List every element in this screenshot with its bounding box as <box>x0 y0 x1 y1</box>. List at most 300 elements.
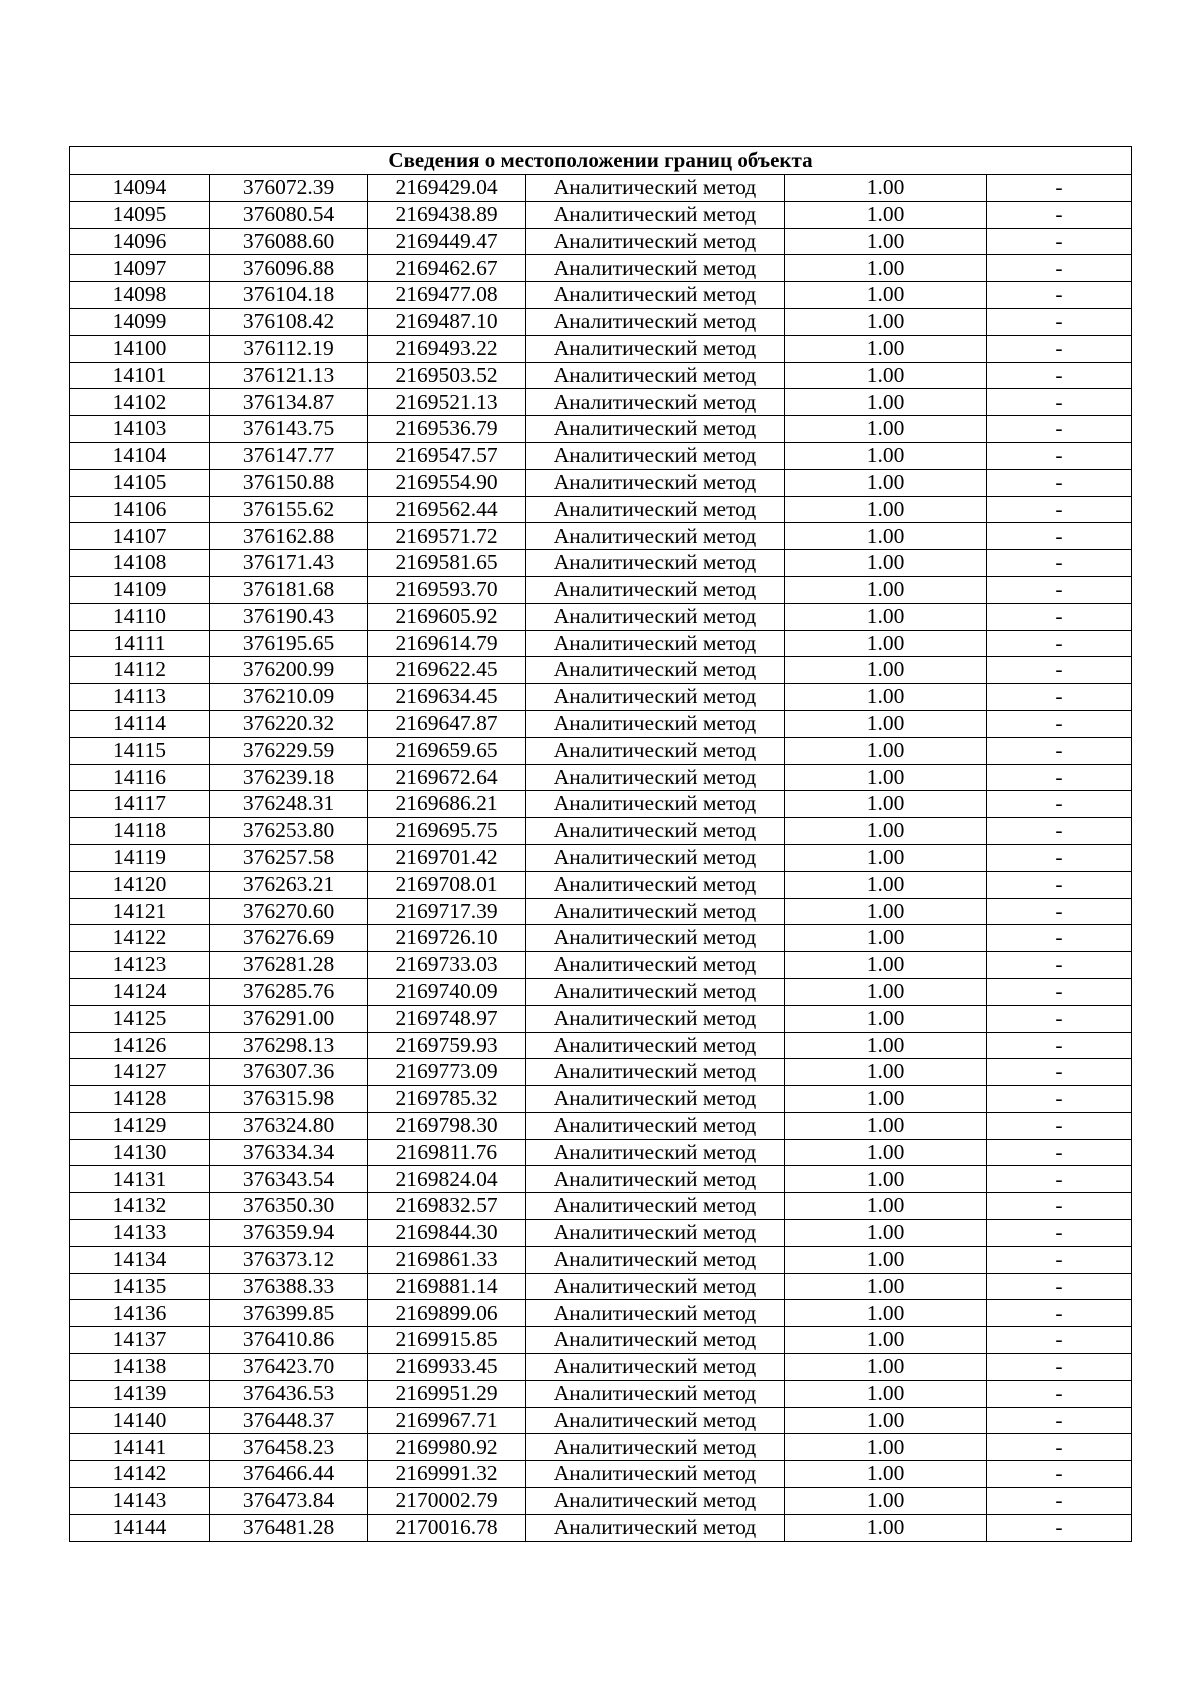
x-coordinate-cell: 376150.88 <box>210 469 368 496</box>
y-coordinate-cell: 2169503.52 <box>368 362 526 389</box>
accuracy-cell: 1.00 <box>785 175 987 202</box>
table-row <box>70 657 1132 684</box>
table-row <box>70 1246 1132 1273</box>
x-coordinate-cell: 376270.60 <box>210 898 368 925</box>
y-coordinate-cell: 2169733.03 <box>368 952 526 979</box>
point-number-cell: 14121 <box>70 898 210 925</box>
y-coordinate-cell: 2169547.57 <box>368 442 526 469</box>
method-cell: Аналитический метод <box>526 1220 785 1247</box>
point-number-cell: 14117 <box>70 791 210 818</box>
x-coordinate-cell: 376088.60 <box>210 228 368 255</box>
method-cell: Аналитический метод <box>526 684 785 711</box>
point-number-cell: 14144 <box>70 1514 210 1541</box>
y-coordinate-cell: 2169881.14 <box>368 1273 526 1300</box>
method-cell: Аналитический метод <box>526 201 785 228</box>
accuracy-cell: 1.00 <box>785 1220 987 1247</box>
method-cell: Аналитический метод <box>526 1246 785 1273</box>
point-number-cell: 14126 <box>70 1032 210 1059</box>
description-cell: - <box>987 389 1132 416</box>
accuracy-cell: 1.00 <box>785 1139 987 1166</box>
table-row <box>70 1354 1132 1381</box>
point-number-cell: 14099 <box>70 308 210 335</box>
accuracy-cell: 1.00 <box>785 603 987 630</box>
point-number-cell: 14108 <box>70 550 210 577</box>
x-coordinate-cell: 376263.21 <box>210 871 368 898</box>
method-cell: Аналитический метод <box>526 1514 785 1541</box>
x-coordinate-cell: 376229.59 <box>210 737 368 764</box>
point-number-cell: 14118 <box>70 818 210 845</box>
y-coordinate-cell: 2169861.33 <box>368 1246 526 1273</box>
description-cell: - <box>987 550 1132 577</box>
description-cell: - <box>987 1246 1132 1273</box>
description-cell: - <box>987 416 1132 443</box>
point-number-cell: 14141 <box>70 1434 210 1461</box>
method-cell: Аналитический метод <box>526 282 785 309</box>
accuracy-cell: 1.00 <box>785 362 987 389</box>
y-coordinate-cell: 2170016.78 <box>368 1514 526 1541</box>
point-number-cell: 14130 <box>70 1139 210 1166</box>
method-cell: Аналитический метод <box>526 1139 785 1166</box>
method-cell: Аналитический метод <box>526 175 785 202</box>
y-coordinate-cell: 2169915.85 <box>368 1327 526 1354</box>
description-cell: - <box>987 952 1132 979</box>
point-number-cell: 14112 <box>70 657 210 684</box>
description-cell: - <box>987 710 1132 737</box>
x-coordinate-cell: 376096.88 <box>210 255 368 282</box>
point-number-cell: 14106 <box>70 496 210 523</box>
x-coordinate-cell: 376281.28 <box>210 952 368 979</box>
table-row <box>70 603 1132 630</box>
accuracy-cell: 1.00 <box>785 1059 987 1086</box>
description-cell: - <box>987 684 1132 711</box>
x-coordinate-cell: 376481.28 <box>210 1514 368 1541</box>
x-coordinate-cell: 376350.30 <box>210 1193 368 1220</box>
y-coordinate-cell: 2169708.01 <box>368 871 526 898</box>
method-cell: Аналитический метод <box>526 898 785 925</box>
accuracy-cell: 1.00 <box>785 1032 987 1059</box>
description-cell: - <box>987 1488 1132 1515</box>
method-cell: Аналитический метод <box>526 925 785 952</box>
table-row <box>70 1139 1132 1166</box>
description-cell: - <box>987 362 1132 389</box>
point-number-cell: 14133 <box>70 1220 210 1247</box>
y-coordinate-cell: 2169521.13 <box>368 389 526 416</box>
description-cell: - <box>987 1139 1132 1166</box>
method-cell: Аналитический метод <box>526 952 785 979</box>
accuracy-cell: 1.00 <box>785 657 987 684</box>
y-coordinate-cell: 2169593.70 <box>368 576 526 603</box>
table-row <box>70 1407 1132 1434</box>
description-cell: - <box>987 1354 1132 1381</box>
table-row <box>70 1059 1132 1086</box>
accuracy-cell: 1.00 <box>785 818 987 845</box>
point-number-cell: 14115 <box>70 737 210 764</box>
method-cell: Аналитический метод <box>526 1005 785 1032</box>
description-cell: - <box>987 469 1132 496</box>
table-row <box>70 898 1132 925</box>
description-cell: - <box>987 1112 1132 1139</box>
table-row <box>70 710 1132 737</box>
y-coordinate-cell: 2169798.30 <box>368 1112 526 1139</box>
x-coordinate-cell: 376200.99 <box>210 657 368 684</box>
method-cell: Аналитический метод <box>526 1059 785 1086</box>
point-number-cell: 14119 <box>70 844 210 871</box>
y-coordinate-cell: 2169493.22 <box>368 335 526 362</box>
method-cell: Аналитический метод <box>526 603 785 630</box>
table-row <box>70 1086 1132 1113</box>
x-coordinate-cell: 376112.19 <box>210 335 368 362</box>
point-number-cell: 14140 <box>70 1407 210 1434</box>
table-row <box>70 282 1132 309</box>
y-coordinate-cell: 2169634.45 <box>368 684 526 711</box>
table-row <box>70 791 1132 818</box>
method-cell: Аналитический метод <box>526 818 785 845</box>
method-cell: Аналитический метод <box>526 389 785 416</box>
method-cell: Аналитический метод <box>526 1086 785 1113</box>
y-coordinate-cell: 2169605.92 <box>368 603 526 630</box>
accuracy-cell: 1.00 <box>785 1327 987 1354</box>
y-coordinate-cell: 2169695.75 <box>368 818 526 845</box>
x-coordinate-cell: 376190.43 <box>210 603 368 630</box>
point-number-cell: 14105 <box>70 469 210 496</box>
accuracy-cell: 1.00 <box>785 844 987 871</box>
point-number-cell: 14096 <box>70 228 210 255</box>
y-coordinate-cell: 2170002.79 <box>368 1488 526 1515</box>
method-cell: Аналитический метод <box>526 228 785 255</box>
table-row <box>70 308 1132 335</box>
accuracy-cell: 1.00 <box>785 1193 987 1220</box>
table-row <box>70 1434 1132 1461</box>
x-coordinate-cell: 376220.32 <box>210 710 368 737</box>
description-cell: - <box>987 523 1132 550</box>
table-title-row <box>70 147 1132 175</box>
method-cell: Аналитический метод <box>526 978 785 1005</box>
point-number-cell: 14134 <box>70 1246 210 1273</box>
point-number-cell: 14138 <box>70 1354 210 1381</box>
accuracy-cell: 1.00 <box>785 201 987 228</box>
y-coordinate-cell: 2169773.09 <box>368 1059 526 1086</box>
method-cell: Аналитический метод <box>526 844 785 871</box>
table-row <box>70 1032 1132 1059</box>
accuracy-cell: 1.00 <box>785 1354 987 1381</box>
accuracy-cell: 1.00 <box>785 978 987 1005</box>
x-coordinate-cell: 376104.18 <box>210 282 368 309</box>
description-cell: - <box>987 335 1132 362</box>
table-row <box>70 630 1132 657</box>
description-cell: - <box>987 282 1132 309</box>
method-cell: Аналитический метод <box>526 469 785 496</box>
accuracy-cell: 1.00 <box>785 523 987 550</box>
table-row <box>70 362 1132 389</box>
x-coordinate-cell: 376324.80 <box>210 1112 368 1139</box>
accuracy-cell: 1.00 <box>785 442 987 469</box>
y-coordinate-cell: 2169991.32 <box>368 1461 526 1488</box>
table-row <box>70 1300 1132 1327</box>
description-cell: - <box>987 791 1132 818</box>
table-row <box>70 1514 1132 1541</box>
description-cell: - <box>987 175 1132 202</box>
y-coordinate-cell: 2169562.44 <box>368 496 526 523</box>
method-cell: Аналитический метод <box>526 1112 785 1139</box>
accuracy-cell: 1.00 <box>785 308 987 335</box>
method-cell: Аналитический метод <box>526 1354 785 1381</box>
table-row <box>70 925 1132 952</box>
table-row <box>70 952 1132 979</box>
point-number-cell: 14095 <box>70 201 210 228</box>
y-coordinate-cell: 2169622.45 <box>368 657 526 684</box>
accuracy-cell: 1.00 <box>785 684 987 711</box>
accuracy-cell: 1.00 <box>785 1166 987 1193</box>
x-coordinate-cell: 376121.13 <box>210 362 368 389</box>
method-cell: Аналитический метод <box>526 630 785 657</box>
table-row <box>70 496 1132 523</box>
method-cell: Аналитический метод <box>526 710 785 737</box>
point-number-cell: 14122 <box>70 925 210 952</box>
table-row <box>70 175 1132 202</box>
y-coordinate-cell: 2169647.87 <box>368 710 526 737</box>
x-coordinate-cell: 376436.53 <box>210 1380 368 1407</box>
x-coordinate-cell: 376143.75 <box>210 416 368 443</box>
description-cell: - <box>987 1273 1132 1300</box>
table-row <box>70 523 1132 550</box>
table-row <box>70 1220 1132 1247</box>
x-coordinate-cell: 376080.54 <box>210 201 368 228</box>
description-cell: - <box>987 657 1132 684</box>
point-number-cell: 14132 <box>70 1193 210 1220</box>
accuracy-cell: 1.00 <box>785 630 987 657</box>
method-cell: Аналитический метод <box>526 416 785 443</box>
x-coordinate-cell: 376239.18 <box>210 764 368 791</box>
x-coordinate-cell: 376399.85 <box>210 1300 368 1327</box>
description-cell: - <box>987 978 1132 1005</box>
method-cell: Аналитический метод <box>526 255 785 282</box>
table-row <box>70 871 1132 898</box>
table-row <box>70 255 1132 282</box>
point-number-cell: 14128 <box>70 1086 210 1113</box>
y-coordinate-cell: 2169824.04 <box>368 1166 526 1193</box>
description-cell: - <box>987 496 1132 523</box>
accuracy-cell: 1.00 <box>785 255 987 282</box>
accuracy-cell: 1.00 <box>785 1300 987 1327</box>
x-coordinate-cell: 376359.94 <box>210 1220 368 1247</box>
accuracy-cell: 1.00 <box>785 1273 987 1300</box>
accuracy-cell: 1.00 <box>785 871 987 898</box>
x-coordinate-cell: 376210.09 <box>210 684 368 711</box>
accuracy-cell: 1.00 <box>785 576 987 603</box>
boundary-coordinates-table <box>69 146 1132 1542</box>
point-number-cell: 14120 <box>70 871 210 898</box>
table-row <box>70 844 1132 871</box>
point-number-cell: 14110 <box>70 603 210 630</box>
table-body <box>70 175 1132 1542</box>
description-cell: - <box>987 818 1132 845</box>
x-coordinate-cell: 376307.36 <box>210 1059 368 1086</box>
description-cell: - <box>987 1220 1132 1247</box>
description-cell: - <box>987 1380 1132 1407</box>
accuracy-cell: 1.00 <box>785 416 987 443</box>
x-coordinate-cell: 376473.84 <box>210 1488 368 1515</box>
y-coordinate-cell: 2169933.45 <box>368 1354 526 1381</box>
description-cell: - <box>987 1005 1132 1032</box>
x-coordinate-cell: 376458.23 <box>210 1434 368 1461</box>
point-number-cell: 14113 <box>70 684 210 711</box>
y-coordinate-cell: 2169759.93 <box>368 1032 526 1059</box>
method-cell: Аналитический метод <box>526 871 785 898</box>
description-cell: - <box>987 201 1132 228</box>
accuracy-cell: 1.00 <box>785 228 987 255</box>
table-row <box>70 1273 1132 1300</box>
point-number-cell: 14097 <box>70 255 210 282</box>
y-coordinate-cell: 2169438.89 <box>368 201 526 228</box>
y-coordinate-cell: 2169449.47 <box>368 228 526 255</box>
table-row <box>70 416 1132 443</box>
accuracy-cell: 1.00 <box>785 496 987 523</box>
y-coordinate-cell: 2169686.21 <box>368 791 526 818</box>
description-cell: - <box>987 1327 1132 1354</box>
point-number-cell: 14098 <box>70 282 210 309</box>
table-row <box>70 818 1132 845</box>
x-coordinate-cell: 376388.33 <box>210 1273 368 1300</box>
accuracy-cell: 1.00 <box>785 791 987 818</box>
point-number-cell: 14139 <box>70 1380 210 1407</box>
accuracy-cell: 1.00 <box>785 1246 987 1273</box>
y-coordinate-cell: 2169672.64 <box>368 764 526 791</box>
description-cell: - <box>987 844 1132 871</box>
point-number-cell: 14102 <box>70 389 210 416</box>
table-row <box>70 228 1132 255</box>
x-coordinate-cell: 376147.77 <box>210 442 368 469</box>
method-cell: Аналитический метод <box>526 576 785 603</box>
description-cell: - <box>987 871 1132 898</box>
x-coordinate-cell: 376298.13 <box>210 1032 368 1059</box>
method-cell: Аналитический метод <box>526 1434 785 1461</box>
accuracy-cell: 1.00 <box>785 1005 987 1032</box>
table-row <box>70 1005 1132 1032</box>
table-row <box>70 335 1132 362</box>
method-cell: Аналитический метод <box>526 1300 785 1327</box>
table-row <box>70 469 1132 496</box>
description-cell: - <box>987 1434 1132 1461</box>
accuracy-cell: 1.00 <box>785 550 987 577</box>
description-cell: - <box>987 898 1132 925</box>
description-cell: - <box>987 1407 1132 1434</box>
point-number-cell: 14131 <box>70 1166 210 1193</box>
y-coordinate-cell: 2169536.79 <box>368 416 526 443</box>
description-cell: - <box>987 1086 1132 1113</box>
description-cell: - <box>987 255 1132 282</box>
y-coordinate-cell: 2169980.92 <box>368 1434 526 1461</box>
x-coordinate-cell: 376162.88 <box>210 523 368 550</box>
x-coordinate-cell: 376155.62 <box>210 496 368 523</box>
description-cell: - <box>987 1461 1132 1488</box>
point-number-cell: 14111 <box>70 630 210 657</box>
point-number-cell: 14103 <box>70 416 210 443</box>
method-cell: Аналитический метод <box>526 362 785 389</box>
accuracy-cell: 1.00 <box>785 952 987 979</box>
point-number-cell: 14100 <box>70 335 210 362</box>
y-coordinate-cell: 2169462.67 <box>368 255 526 282</box>
y-coordinate-cell: 2169554.90 <box>368 469 526 496</box>
point-number-cell: 14135 <box>70 1273 210 1300</box>
description-cell: - <box>987 764 1132 791</box>
y-coordinate-cell: 2169614.79 <box>368 630 526 657</box>
y-coordinate-cell: 2169717.39 <box>368 898 526 925</box>
method-cell: Аналитический метод <box>526 523 785 550</box>
accuracy-cell: 1.00 <box>785 389 987 416</box>
x-coordinate-cell: 376315.98 <box>210 1086 368 1113</box>
y-coordinate-cell: 2169726.10 <box>368 925 526 952</box>
accuracy-cell: 1.00 <box>785 1112 987 1139</box>
point-number-cell: 14143 <box>70 1488 210 1515</box>
description-cell: - <box>987 228 1132 255</box>
description-cell: - <box>987 442 1132 469</box>
x-coordinate-cell: 376181.68 <box>210 576 368 603</box>
table-row <box>70 1461 1132 1488</box>
y-coordinate-cell: 2169659.65 <box>368 737 526 764</box>
table-row <box>70 978 1132 1005</box>
table-row <box>70 576 1132 603</box>
accuracy-cell: 1.00 <box>785 282 987 309</box>
y-coordinate-cell: 2169429.04 <box>368 175 526 202</box>
point-number-cell: 14125 <box>70 1005 210 1032</box>
method-cell: Аналитический метод <box>526 737 785 764</box>
accuracy-cell: 1.00 <box>785 1488 987 1515</box>
x-coordinate-cell: 376195.65 <box>210 630 368 657</box>
x-coordinate-cell: 376257.58 <box>210 844 368 871</box>
y-coordinate-cell: 2169748.97 <box>368 1005 526 1032</box>
x-coordinate-cell: 376334.34 <box>210 1139 368 1166</box>
point-number-cell: 14104 <box>70 442 210 469</box>
x-coordinate-cell: 376248.31 <box>210 791 368 818</box>
accuracy-cell: 1.00 <box>785 1407 987 1434</box>
x-coordinate-cell: 376291.00 <box>210 1005 368 1032</box>
y-coordinate-cell: 2169477.08 <box>368 282 526 309</box>
description-cell: - <box>987 1514 1132 1541</box>
point-number-cell: 14114 <box>70 710 210 737</box>
table-row <box>70 1166 1132 1193</box>
description-cell: - <box>987 603 1132 630</box>
table-row <box>70 737 1132 764</box>
point-number-cell: 14109 <box>70 576 210 603</box>
table-row <box>70 442 1132 469</box>
description-cell: - <box>987 1193 1132 1220</box>
table-row <box>70 389 1132 416</box>
table-row <box>70 1193 1132 1220</box>
table-row <box>70 684 1132 711</box>
method-cell: Аналитический метод <box>526 1461 785 1488</box>
table-row <box>70 550 1132 577</box>
accuracy-cell: 1.00 <box>785 898 987 925</box>
table-row <box>70 1327 1132 1354</box>
point-number-cell: 14107 <box>70 523 210 550</box>
table-row <box>70 764 1132 791</box>
method-cell: Аналитический метод <box>526 1193 785 1220</box>
point-number-cell: 14123 <box>70 952 210 979</box>
description-cell: - <box>987 1059 1132 1086</box>
method-cell: Аналитический метод <box>526 1488 785 1515</box>
x-coordinate-cell: 376108.42 <box>210 308 368 335</box>
method-cell: Аналитический метод <box>526 1327 785 1354</box>
y-coordinate-cell: 2169785.32 <box>368 1086 526 1113</box>
point-number-cell: 14142 <box>70 1461 210 1488</box>
accuracy-cell: 1.00 <box>785 737 987 764</box>
accuracy-cell: 1.00 <box>785 925 987 952</box>
method-cell: Аналитический метод <box>526 550 785 577</box>
accuracy-cell: 1.00 <box>785 710 987 737</box>
method-cell: Аналитический метод <box>526 1380 785 1407</box>
accuracy-cell: 1.00 <box>785 764 987 791</box>
table-row <box>70 201 1132 228</box>
